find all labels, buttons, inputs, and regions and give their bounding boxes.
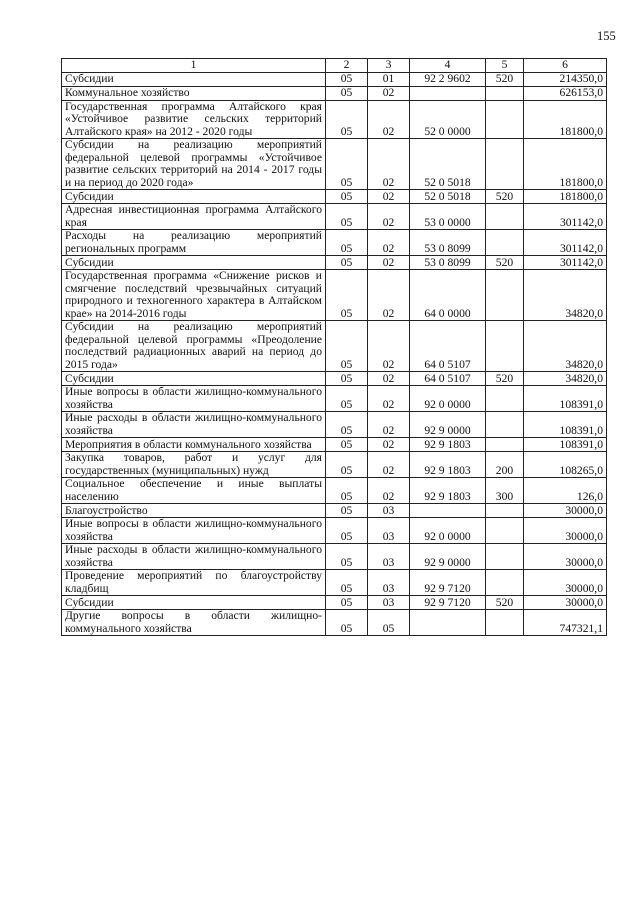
row-subsection-cell: 03 bbox=[368, 544, 410, 570]
row-amount-cell: 108265,0 bbox=[524, 452, 607, 478]
row-amount-cell: 108391,0 bbox=[524, 438, 607, 452]
row-expense-type-cell: 200 bbox=[486, 452, 524, 478]
row-expense-type-cell: 520 bbox=[486, 596, 524, 610]
table-row bbox=[62, 438, 607, 452]
row-name-cell: Социальное обеспечение и иные выплаты населению bbox=[62, 478, 326, 504]
row-amount-cell: 30000,0 bbox=[524, 518, 607, 544]
row-section-cell: 05 bbox=[326, 438, 368, 452]
row-target-article-cell: 92 9 7120 bbox=[410, 596, 486, 610]
row-section-cell: 05 bbox=[326, 518, 368, 544]
table-row bbox=[62, 544, 607, 570]
table-header-row bbox=[62, 59, 607, 73]
row-subsection-cell: 02 bbox=[368, 372, 410, 386]
row-name-cell: Государственная программа Алтайского края «Устойчивое развитие сельских территорий Алтайского края» на 2012 - 2020 годы bbox=[62, 100, 326, 139]
row-target-article-cell: 52 0 5018 bbox=[410, 139, 486, 190]
row-expense-type-cell: 520 bbox=[486, 256, 524, 270]
row-target-article-cell: 92 9 1803 bbox=[410, 478, 486, 504]
row-target-article-cell: 92 0 0000 bbox=[410, 518, 486, 544]
row-subsection-cell: 01 bbox=[368, 72, 410, 86]
header-cell-name-column: 1 bbox=[62, 59, 326, 73]
row-subsection-cell: 02 bbox=[368, 190, 410, 204]
table-row bbox=[62, 230, 607, 256]
row-name-cell: Субсидии на реализацию мероприятий федеральной целевой программы «Преодоление последствий радиационных аварий на период до 2015 года» bbox=[62, 321, 326, 372]
row-name-cell: Субсидии bbox=[62, 72, 326, 86]
row-expense-type-cell: 520 bbox=[486, 372, 524, 386]
row-amount-cell: 181800,0 bbox=[524, 139, 607, 190]
row-section-cell: 05 bbox=[326, 256, 368, 270]
row-subsection-cell: 02 bbox=[368, 478, 410, 504]
table-row bbox=[62, 190, 607, 204]
row-name-cell: Субсидии bbox=[62, 256, 326, 270]
row-amount-cell: 301142,0 bbox=[524, 230, 607, 256]
table-row bbox=[62, 321, 607, 372]
row-expense-type-cell bbox=[486, 544, 524, 570]
table-row bbox=[62, 139, 607, 190]
table-row bbox=[62, 412, 607, 438]
row-amount-cell: 108391,0 bbox=[524, 412, 607, 438]
header-cell-target-article: 4 bbox=[410, 59, 486, 73]
row-expense-type-cell bbox=[486, 270, 524, 321]
row-subsection-cell: 03 bbox=[368, 518, 410, 544]
table-row bbox=[62, 204, 607, 230]
row-section-cell: 05 bbox=[326, 321, 368, 372]
row-amount-cell: 181800,0 bbox=[524, 100, 607, 139]
row-subsection-cell: 02 bbox=[368, 100, 410, 139]
table-row bbox=[62, 610, 607, 636]
row-amount-cell: 108391,0 bbox=[524, 386, 607, 412]
row-target-article-cell: 64 0 0000 bbox=[410, 270, 486, 321]
row-target-article-cell: 92 2 9602 bbox=[410, 72, 486, 86]
row-expense-type-cell bbox=[486, 386, 524, 412]
row-section-cell: 05 bbox=[326, 452, 368, 478]
table-row bbox=[62, 270, 607, 321]
row-name-cell: Субсидии bbox=[62, 372, 326, 386]
row-expense-type-cell bbox=[486, 204, 524, 230]
row-section-cell: 05 bbox=[326, 190, 368, 204]
row-amount-cell: 30000,0 bbox=[524, 544, 607, 570]
row-name-cell: Расходы на реализацию мероприятий региональных программ bbox=[62, 230, 326, 256]
row-expense-type-cell bbox=[486, 86, 524, 100]
row-amount-cell: 747321,1 bbox=[524, 610, 607, 636]
table-row bbox=[62, 372, 607, 386]
row-expense-type-cell bbox=[486, 610, 524, 636]
row-subsection-cell: 02 bbox=[368, 270, 410, 321]
row-amount-cell: 626153,0 bbox=[524, 86, 607, 100]
table-row bbox=[62, 504, 607, 518]
row-subsection-cell: 02 bbox=[368, 452, 410, 478]
row-amount-cell: 301142,0 bbox=[524, 204, 607, 230]
table-row bbox=[62, 256, 607, 270]
row-target-article-cell: 92 9 0000 bbox=[410, 412, 486, 438]
row-subsection-cell: 03 bbox=[368, 504, 410, 518]
row-amount-cell: 30000,0 bbox=[524, 570, 607, 596]
row-name-cell: Благоустройство bbox=[62, 504, 326, 518]
table-row bbox=[62, 386, 607, 412]
row-name-cell: Адресная инвестиционная программа Алтайского края bbox=[62, 204, 326, 230]
table-row bbox=[62, 596, 607, 610]
row-subsection-cell: 02 bbox=[368, 412, 410, 438]
row-name-cell: Закупка товаров, работ и услуг для государственных (муниципальных) нужд bbox=[62, 452, 326, 478]
row-target-article-cell bbox=[410, 610, 486, 636]
row-section-cell: 05 bbox=[326, 570, 368, 596]
row-expense-type-cell: 520 bbox=[486, 190, 524, 204]
row-name-cell: Субсидии bbox=[62, 596, 326, 610]
row-amount-cell: 34820,0 bbox=[524, 321, 607, 372]
row-amount-cell: 126,0 bbox=[524, 478, 607, 504]
row-expense-type-cell bbox=[486, 504, 524, 518]
table-row bbox=[62, 478, 607, 504]
row-section-cell: 05 bbox=[326, 386, 368, 412]
row-amount-cell: 30000,0 bbox=[524, 596, 607, 610]
row-expense-type-cell: 520 bbox=[486, 72, 524, 86]
row-name-cell: Иные расходы в области жилищно-коммунального хозяйства bbox=[62, 544, 326, 570]
row-target-article-cell: 53 0 8099 bbox=[410, 230, 486, 256]
budget-table bbox=[61, 58, 607, 636]
table-row bbox=[62, 452, 607, 478]
row-section-cell: 05 bbox=[326, 544, 368, 570]
row-subsection-cell: 02 bbox=[368, 230, 410, 256]
row-expense-type-cell bbox=[486, 412, 524, 438]
row-section-cell: 05 bbox=[326, 139, 368, 190]
row-target-article-cell: 92 9 1803 bbox=[410, 452, 486, 478]
page-number: 155 bbox=[597, 29, 616, 43]
row-expense-type-cell bbox=[486, 230, 524, 256]
row-amount-cell: 34820,0 bbox=[524, 270, 607, 321]
row-subsection-cell: 02 bbox=[368, 321, 410, 372]
row-section-cell: 05 bbox=[326, 610, 368, 636]
row-section-cell: 05 bbox=[326, 412, 368, 438]
row-amount-cell: 30000,0 bbox=[524, 504, 607, 518]
row-target-article-cell: 64 0 5107 bbox=[410, 372, 486, 386]
row-expense-type-cell bbox=[486, 139, 524, 190]
row-name-cell: Другие вопросы в области жилищно-коммунального хозяйства bbox=[62, 610, 326, 636]
row-target-article-cell: 53 0 0000 bbox=[410, 204, 486, 230]
header-cell-expense-type: 5 bbox=[486, 59, 524, 73]
row-subsection-cell: 03 bbox=[368, 570, 410, 596]
row-section-cell: 05 bbox=[326, 204, 368, 230]
row-section-cell: 05 bbox=[326, 72, 368, 86]
row-name-cell: Государственная программа «Снижение рисков и смягчение последствий чрезвычайных ситуаций природного и техногенного характера в Алтайском крае» на 2014-2016 годы bbox=[62, 270, 326, 321]
row-subsection-cell: 02 bbox=[368, 256, 410, 270]
row-amount-cell: 181800,0 bbox=[524, 190, 607, 204]
row-expense-type-cell bbox=[486, 321, 524, 372]
row-section-cell: 05 bbox=[326, 230, 368, 256]
row-name-cell: Коммунальное хозяйство bbox=[62, 86, 326, 100]
row-section-cell: 05 bbox=[326, 478, 368, 504]
row-amount-cell: 34820,0 bbox=[524, 372, 607, 386]
row-section-cell: 05 bbox=[326, 100, 368, 139]
row-section-cell: 05 bbox=[326, 504, 368, 518]
row-target-article-cell: 53 0 8099 bbox=[410, 256, 486, 270]
header-cell-subsection: 3 bbox=[368, 59, 410, 73]
row-expense-type-cell bbox=[486, 100, 524, 139]
row-target-article-cell: 92 9 1803 bbox=[410, 438, 486, 452]
row-target-article-cell bbox=[410, 86, 486, 100]
row-subsection-cell: 02 bbox=[368, 386, 410, 412]
table-row bbox=[62, 518, 607, 544]
row-name-cell: Субсидии на реализацию мероприятий федеральной целевой программы «Устойчивое развитие сельских территорий на 2014 - 2017 годы и на период до 2020 года» bbox=[62, 139, 326, 190]
row-name-cell: Субсидии bbox=[62, 190, 326, 204]
row-subsection-cell: 03 bbox=[368, 596, 410, 610]
row-name-cell: Иные вопросы в области жилищно-коммунального хозяйства bbox=[62, 518, 326, 544]
row-amount-cell: 214350,0 bbox=[524, 72, 607, 86]
row-name-cell: Проведение мероприятий по благоустройству кладбищ bbox=[62, 570, 326, 596]
row-subsection-cell: 02 bbox=[368, 139, 410, 190]
table-row bbox=[62, 72, 607, 86]
row-section-cell: 05 bbox=[326, 596, 368, 610]
row-name-cell: Иные расходы в области жилищно-коммунального хозяйства bbox=[62, 412, 326, 438]
row-subsection-cell: 02 bbox=[368, 86, 410, 100]
row-subsection-cell: 02 bbox=[368, 204, 410, 230]
row-expense-type-cell bbox=[486, 570, 524, 596]
row-subsection-cell: 02 bbox=[368, 438, 410, 452]
table-row bbox=[62, 570, 607, 596]
row-section-cell: 05 bbox=[326, 270, 368, 321]
row-target-article-cell: 92 9 0000 bbox=[410, 544, 486, 570]
header-cell-amount: 6 bbox=[524, 59, 607, 73]
row-name-cell: Мероприятия в области коммунального хозяйства bbox=[62, 438, 326, 452]
row-target-article-cell: 92 9 7120 bbox=[410, 570, 486, 596]
row-expense-type-cell bbox=[486, 438, 524, 452]
row-section-cell: 05 bbox=[326, 372, 368, 386]
row-expense-type-cell bbox=[486, 518, 524, 544]
row-expense-type-cell: 300 bbox=[486, 478, 524, 504]
row-target-article-cell: 92 0 0000 bbox=[410, 386, 486, 412]
row-subsection-cell: 05 bbox=[368, 610, 410, 636]
header-cell-section: 2 bbox=[326, 59, 368, 73]
table-row bbox=[62, 100, 607, 139]
row-section-cell: 05 bbox=[326, 86, 368, 100]
row-target-article-cell: 64 0 5107 bbox=[410, 321, 486, 372]
row-amount-cell: 301142,0 bbox=[524, 256, 607, 270]
row-name-cell: Иные вопросы в области жилищно-коммунального хозяйства bbox=[62, 386, 326, 412]
table-row bbox=[62, 86, 607, 100]
row-target-article-cell: 52 0 0000 bbox=[410, 100, 486, 139]
row-target-article-cell bbox=[410, 504, 486, 518]
row-target-article-cell: 52 0 5018 bbox=[410, 190, 486, 204]
